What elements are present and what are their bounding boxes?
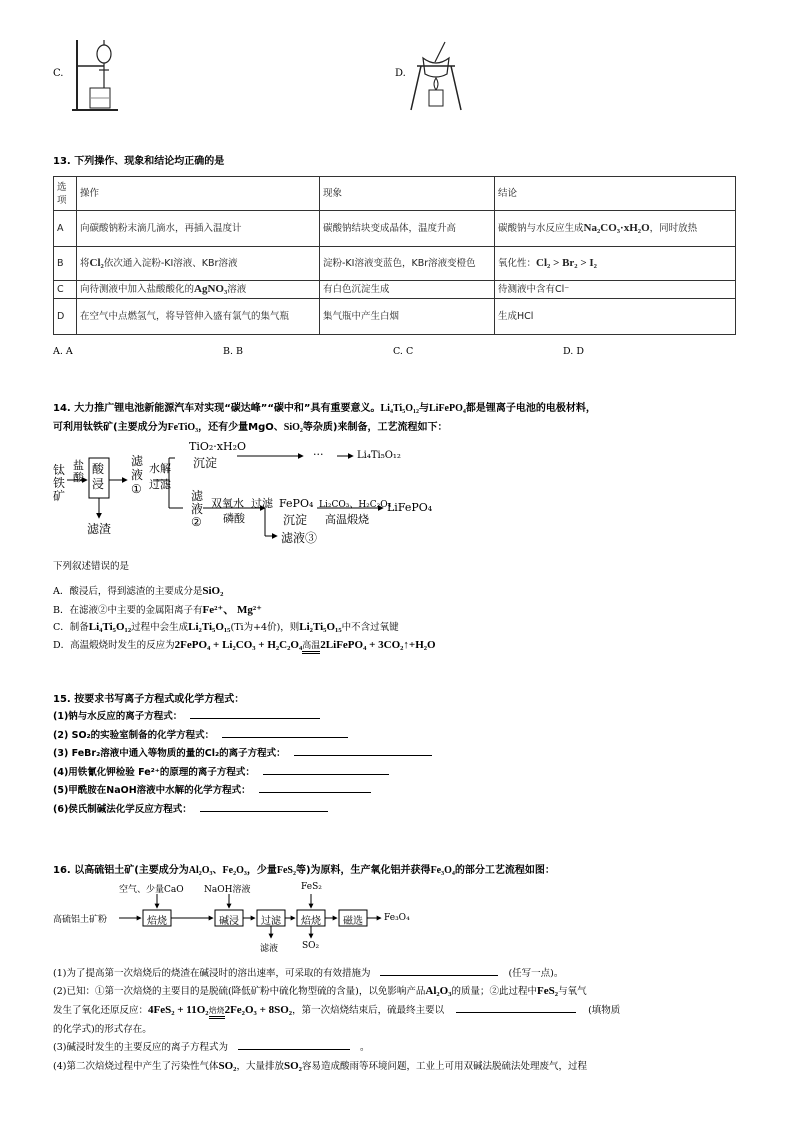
q14-flowchart — [53, 440, 453, 548]
answer-blank[interactable] — [238, 1039, 350, 1050]
flow16-step3: 过滤 — [261, 916, 281, 927]
answer-blank[interactable] — [294, 745, 432, 756]
flow16-so2: SO₂ — [302, 941, 320, 951]
flow-hcl: 盐 酸 — [73, 459, 84, 484]
header-phenomenon: 现象 — [320, 177, 495, 211]
row-option: A — [54, 211, 77, 247]
q14-title-line2: 可利用钛铁矿(主要成分为FeTiO₃，还有少量MgO、SiO₂等杂质)来制备，工艺流程如下： — [53, 422, 448, 433]
flow-reagents: Li₂CO₃、H₂C₂O₄ — [319, 500, 392, 510]
answer-blank[interactable] — [200, 801, 328, 812]
q15-item-2: (2) SO₂的实验室制备的化学方程式： — [53, 727, 348, 741]
flow-calcine: 高温煅烧 — [325, 513, 369, 526]
q15-item-4: (4)用铁氰化钾检验 Fe²⁺的原理的离子方程式： — [53, 764, 389, 778]
q15-title: 15. 按要求书写离子方程式或化学方程式： — [53, 694, 245, 705]
row-operation: 将Cl₂依次通入淀粉-KI溶液、KBr溶液 — [77, 247, 320, 281]
row-option: B — [54, 247, 77, 281]
option-c-label: C. — [53, 68, 64, 79]
row-conclusion: 待测液中含有Cl⁻ — [495, 281, 736, 299]
answer-blank[interactable] — [222, 727, 348, 738]
row-conclusion: 氧化性：Cl₂ > Br₂ > I₂ — [495, 247, 736, 281]
flow-ore: 钛 铁 矿 — [53, 463, 66, 503]
table-row — [54, 299, 736, 335]
row-phenomenon: 有白色沉淀生成 — [320, 281, 495, 299]
q13-table — [53, 176, 736, 335]
flow16-fes2: FeS₂ — [301, 882, 322, 892]
q16-part2-line2: 发生了氧化还原反应：4FeS₂ + 11O₂焙烧2Fe₂O₃ + 8SO₂，第一次焙烧结束后，硫最终主要以 (填物质 — [53, 1002, 620, 1019]
option-d-label: D. — [395, 68, 406, 79]
row-conclusion: 生成HCl — [495, 299, 736, 335]
answer-blank[interactable] — [259, 782, 371, 793]
flow-hydrolysis: 水解 — [149, 462, 171, 475]
q14-option-b: B．在滤液②中主要的金属阳离子有Fe²⁺、 Mg²⁺ — [53, 604, 262, 616]
flow-filter: 过滤 — [149, 478, 171, 491]
flow-filtrate3: 滤液③ — [281, 531, 318, 545]
flow-phos: 磷酸 — [223, 512, 245, 525]
flow16-end: Fe₃O₄ — [384, 913, 410, 923]
flow16-filtrate: 滤液 — [260, 944, 279, 954]
flow-tio2: TiO₂·xH₂O — [189, 440, 247, 453]
flow16-step4: 焙烧 — [301, 916, 321, 927]
separatory-funnel-apparatus-diagram — [70, 38, 120, 114]
q14-option-a: A．酸浸后，得到滤渣的主要成分是SiO₂ — [53, 585, 224, 597]
q13-title: 13. 下列操作、现象和结论均正确的是 — [53, 156, 225, 167]
flow-precip2: 沉淀 — [283, 513, 308, 527]
flow-lifepo4: LiFePO₄ — [387, 501, 433, 514]
answer-blank[interactable] — [456, 1002, 576, 1013]
q13-choice-a: A. A — [53, 346, 73, 357]
q13-choice-d: D. D — [563, 346, 584, 357]
q14-option-d: D．高温煅烧时发生的反应为2FePO₄ + Li₂CO₃ + H₂C₂O₄高温2LiFePO₄ + 3CO₂↑+H₂O — [53, 637, 436, 654]
table-header-row — [54, 177, 736, 211]
q13-choice-b: B. B — [223, 346, 244, 357]
flow16-step2: 碱浸 — [219, 916, 239, 927]
q16-part2-line3: 的化学式)的形式存在。 — [53, 1024, 152, 1035]
flow16-air: 空气、少量CaO — [119, 885, 184, 895]
flow-lts: Li₄Ti₅O₁₂ — [357, 450, 401, 461]
row-option: C — [54, 281, 77, 299]
flow16-naoh: NaOH溶液 — [204, 885, 251, 895]
header-option: 选项 — [54, 177, 77, 211]
q15-item-1: (1)钠与水反应的离子方程式： — [53, 708, 320, 722]
q13-choice-c: C. C — [393, 346, 414, 357]
q16-title: 16. 以高硫铝土矿(主要成分为Al₂O₃、Fe₂O₃，少量FeS₂等)为原料，生产氧化铝并获得Fe₃O₄的部分工艺流程如图： — [53, 865, 555, 876]
q14-title: 14. 大力推广锂电池新能源汽车对实现“碳达峰”“碳中和”具有重要意义。Li₄Ti₅O₁₂与LiFePO₄都是锂离子电池的电极材料， — [53, 403, 596, 414]
table-row — [54, 211, 736, 247]
flow-filter2: 过滤 — [251, 497, 273, 510]
flow-precip: 沉淀 — [193, 456, 218, 470]
flow-residue: 滤渣 — [87, 522, 112, 536]
row-phenomenon: 集气瓶中产生白烟 — [320, 299, 495, 335]
q14-question: 下列叙述错误的是 — [53, 561, 130, 572]
answer-blank[interactable] — [190, 708, 320, 719]
q15-item-6: (6)侯氏制碱法化学反应方程式： — [53, 801, 328, 815]
flow-h2o2: 双氧水 — [211, 497, 244, 510]
table-row — [54, 281, 736, 299]
evaporation-apparatus-diagram — [405, 38, 467, 114]
row-phenomenon: 碳酸钠结块变成晶体，温度升高 — [320, 211, 495, 247]
answer-blank[interactable] — [263, 764, 389, 775]
flow-fepo4: FePO₄ — [279, 497, 314, 510]
q16-part2-line1: (2)已知：①第一次焙烧的主要目的是脱硫(降低矿粉中硫化物型硫的含量)，以免影响产品Al₂O₃的质量；②此过程中FeS₂与氧气 — [53, 985, 587, 997]
q16-part1: (1)为了提高第一次焙烧后的烧渣在碱浸时的溶出速率，可采取的有效措施为 (任写一点)。 — [53, 965, 563, 979]
header-conclusion: 结论 — [495, 177, 736, 211]
row-option: D — [54, 299, 77, 335]
q15-item-3: (3) FeBr₂溶液中通入等物质的量的Cl₂的离子方程式： — [53, 745, 432, 759]
q16-part3: (3)碱浸时发生的主要反应的离子方程式为 。 — [53, 1039, 369, 1053]
flow-leach-box: 酸 浸 — [92, 462, 105, 491]
flow-filtrate1: 滤 液 ① — [131, 454, 144, 496]
flow-filtrate2: 滤 液 ② — [191, 489, 204, 529]
q16-part4: (4)第二次焙烧过程中产生了污染性气体SO₂，大量排放SO₂容易造成酸雨等环境问题，工业上可用双碱法脱硫法处理废气，过程 — [53, 1060, 587, 1072]
answer-blank[interactable] — [380, 965, 498, 976]
header-operation: 操作 — [77, 177, 320, 211]
row-operation: 向待测液中加入盐酸酸化的AgNO₃溶液 — [77, 281, 320, 299]
flow16-step5: 磁选 — [343, 916, 363, 927]
q16-flowchart — [53, 880, 433, 956]
flow-dots: ··· — [313, 448, 324, 461]
flow16-start: 高硫铝土矿粉 — [53, 915, 108, 925]
q14-option-c: C．制备Li₄Ti₅O₁₂过程中会生成Li₂Ti₅O₁₅(Ti为+4价)，则Li₂Ti₅O₁₅中不含过氧键 — [53, 621, 399, 633]
row-operation: 向碳酸钠粉末滴几滴水，再插入温度计 — [77, 211, 320, 247]
row-conclusion: 碳酸钠与水反应生成Na₂CO₃·xH₂O，同时放热 — [495, 211, 736, 247]
row-phenomenon: 淀粉-KI溶液变蓝色，KBr溶液变橙色 — [320, 247, 495, 281]
q15-item-5: (5)甲酰胺在NaOH溶液中水解的化学方程式： — [53, 782, 371, 796]
flow16-step1: 焙烧 — [147, 916, 167, 927]
row-operation: 在空气中点燃氢气，将导管伸入盛有氯气的集气瓶 — [77, 299, 320, 335]
table-row — [54, 247, 736, 281]
